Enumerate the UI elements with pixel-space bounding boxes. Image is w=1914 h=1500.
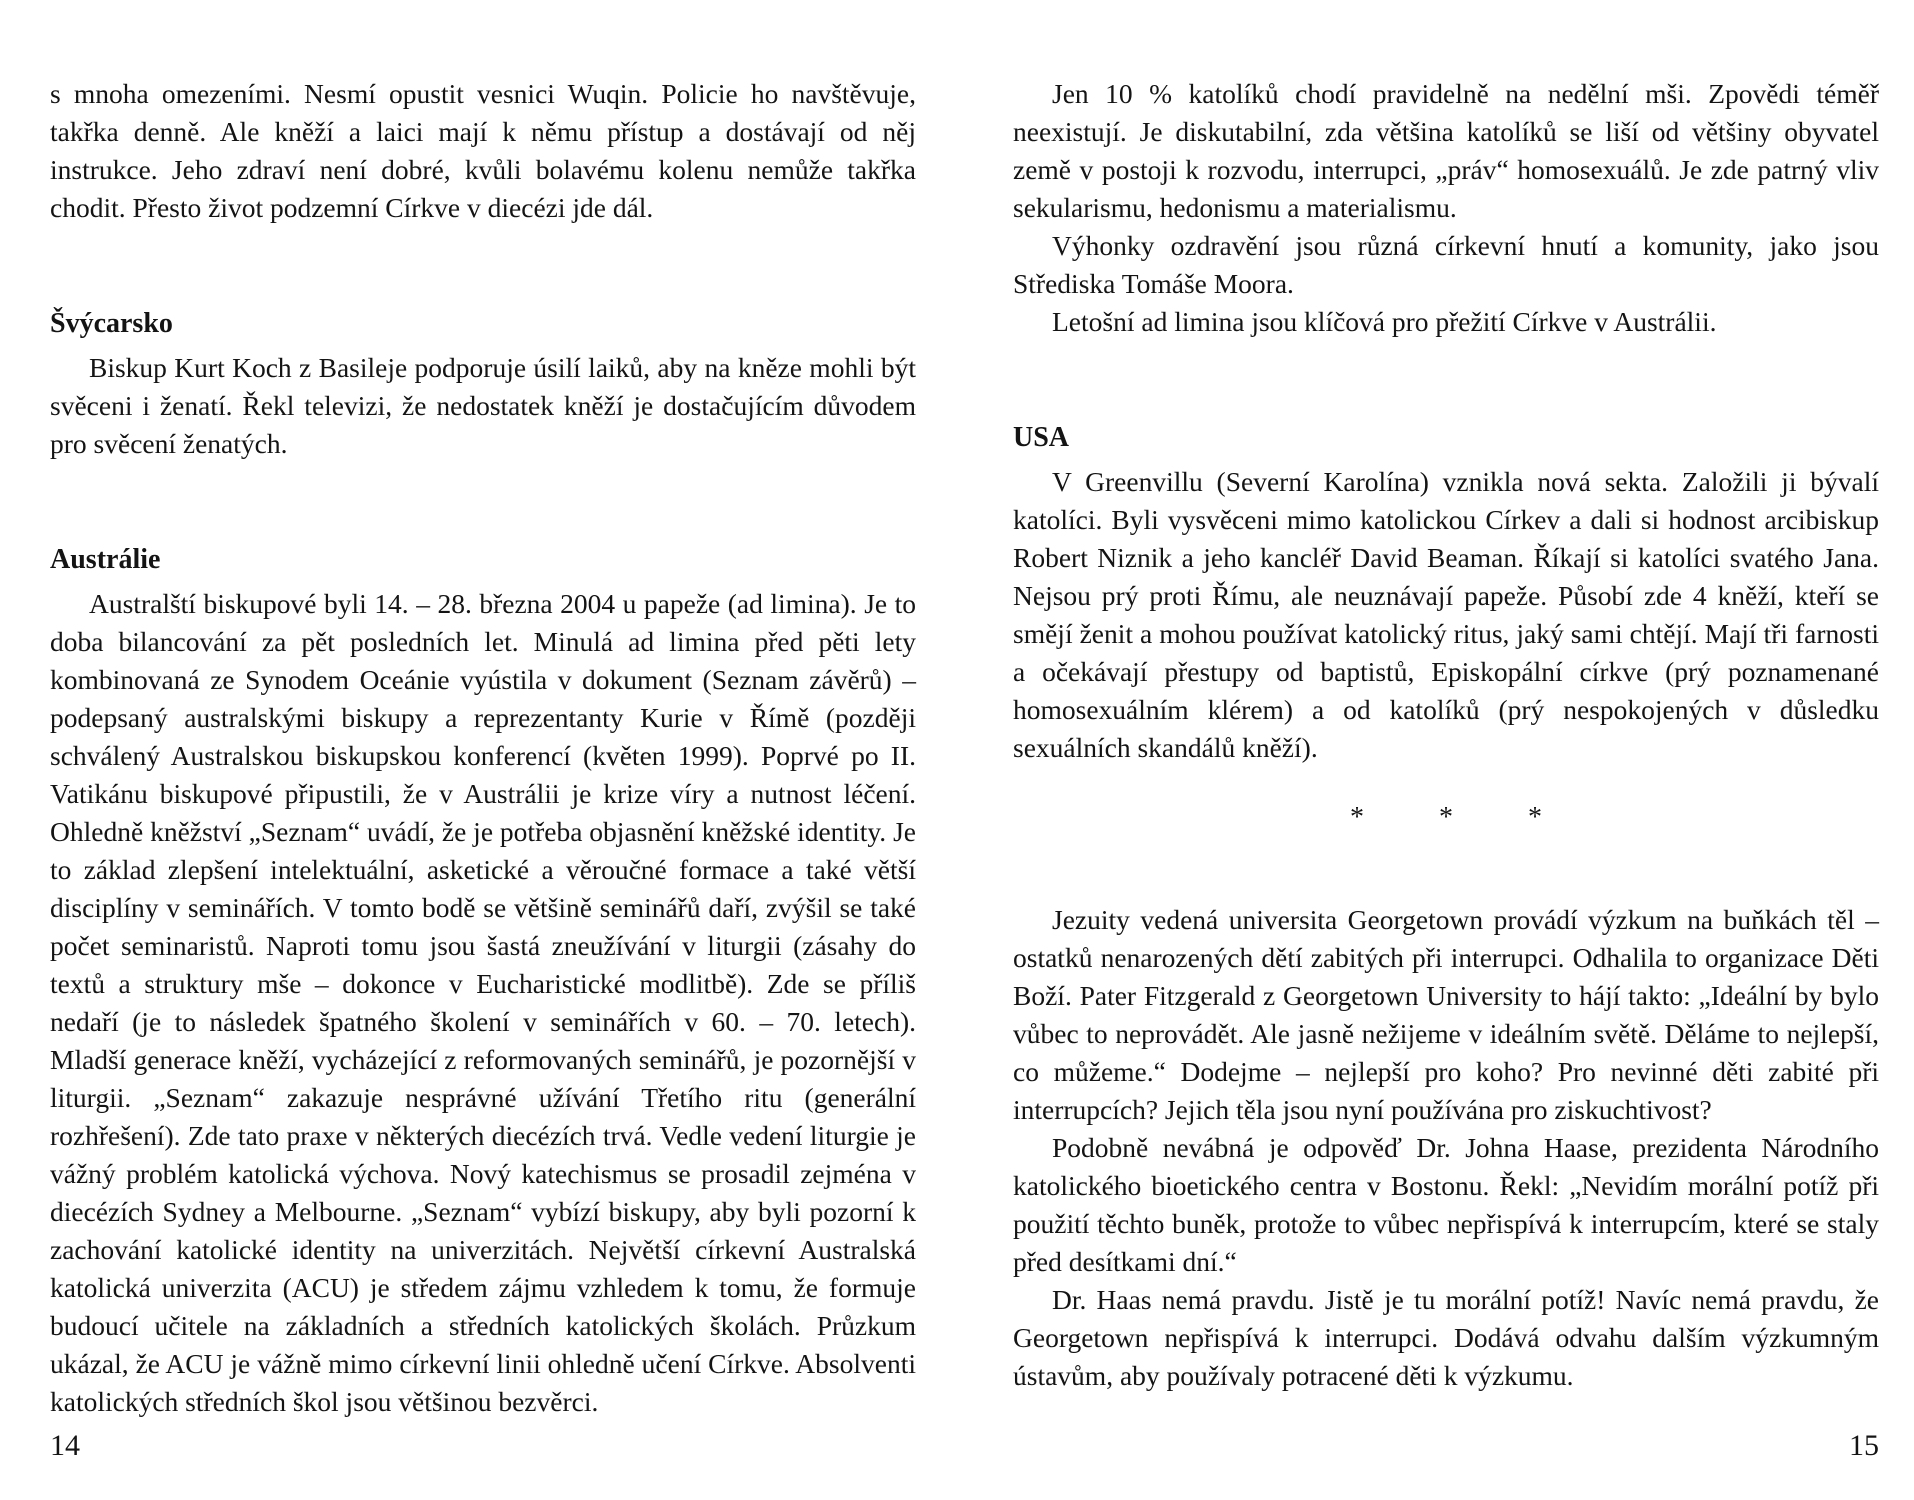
paragraph-australie: Australští biskupové byli 14. – 28. března 2004 u papeže (ad limina). Je to doba bilancování za pět posledních let. Minulá ad limina před pěti lety kombinovaná ze Synodem Oceánie vyústila v dokument (Seznam závěrů) – podepsaný australskými biskupy a reprezentanty Kurie v Římě (později schválený Australskou biskupskou konferencí (květen 1999). Poprvé po II. Vatikánu biskupové připustili, že v Austrálii je krize víry a nutnost léčení. Ohledně kněžství „Seznam“ uvádí, že je potřeba objasnění kněžské identity. Je to základ zlepšení intelektuální, asketické a věroučné formace a také větší disciplíny v seminářích. V tomto bodě se většině seminářů daří, zvýšil se také počet seminaristů. Naproti tomu jsou šastá zneužívání v liturgii (zásahy do textů a struktury mše – dokonce v Eucharistické modlitbě). Zde se příliš nedaří (je to následek špatného školení v seminářích v 60. – 70. letech). Mladší generace kněží, vycházející z reformovaných seminářů, je pozornější v liturgii. „Seznam“ zakazuje nesprávné užívání Třetího ritu (generální rozhřešení). Zde tato praxe v některých diecézích trvá. Vedle vedení liturgie je vážný problém katolická výchova. Nový katechismus se prosadil zejména v diecézích Sydney a Melbourne. „Seznam“ vybízí biskupy, aby byli pozorní k zachování katolické identity na univerzitách. Největší církevní Australská katolická univerzita (ACU) je středem zájmu vzhledem k tomu, že formuje budoucí učitele na základních a středních katolických školách. Průzkum ukázal, že ACU je vážně mimo církevní linii ohledně učení Církve. Absolventi katolických středních škol jsou většinou bezvěrci.	[50, 588, 916, 1417]
paragraph: Výhonky ozdravění jsou různá církevní hnutí a komunity, jako jsou Střediska Tomáše Moora.	[1013, 230, 1879, 299]
section-separator: * * *	[1350, 802, 1576, 833]
paragraph-svycarsko: Biskup Kurt Koch z Basileje podporuje úsilí laiků, aby na kněze mohli být svěceni i ženatí. Řekl televizi, že nedostatek kněží je dostačujícím důvodem pro svěcení ženatých.	[50, 352, 916, 459]
section-heading-usa: USA	[1013, 422, 1070, 453]
section-heading-svycarsko: Švýcarsko	[50, 308, 173, 339]
page-number-left: 14	[50, 1429, 80, 1462]
section-heading-australie: Austrálie	[50, 544, 161, 575]
page-number-right: 15	[1849, 1429, 1879, 1462]
paragraph: Letošní ad limina jsou klíčová pro přežití Církve v Austrálii.	[1052, 306, 1717, 337]
paragraph: Jen 10 % katolíků chodí pravidelně na nedělní mši. Zpovědi téměř neexistují. Je diskutabilní, zda většina katolíků se liší od většiny obyvatel země v postoji k rozvodu, interrupci, „práv“ homosexuálů. Je zde patrný vliv sekularismu, hedonismu a materialismu.	[1013, 78, 1879, 223]
paragraph: Jezuity vedená universita Georgetown provádí výzkum na buňkách těl – ostatků nenarozených dětí zabitých při interrupci. Odhalila to organizace Děti Boží. Pater Fitzgerald z Georgetown University to hájí takto: „Ideální by bylo vůbec to neprovádět. Ale jasně nežijeme v ideálním světě. Děláme to nejlepší, co můžeme.“ Dodejme – nejlepší pro koho? Pro nevinné děti zabité při interrupcích? Jejich těla jsou nyní používána pro ziskuchtivost?	[1013, 904, 1879, 1125]
continued-paragraph: s mnoha omezeními. Nesmí opustit vesnici Wuqin. Policie ho navštěvuje, takřka denně. Ale kněží a laici mají k němu přístup a dostávají od něj instrukce. Jeho zdraví není dobré, kvůli bolavému kolenu nemůže takřka chodit. Přesto život podzemní Církve v diecézi jde dál.	[50, 78, 916, 223]
paragraph-usa: V Greenvillu (Severní Karolína) vznikla nová sekta. Založili ji bývalí katolíci. Byli vysvěceni mimo katolickou Církev a dali si hodnost arcibiskup Robert Niznik a jeho kancléř David Beaman. Říkají si katolíci svatého Jana. Nejsou prý proti Římu, ale neuznávají papeže. Působí zde 4 kněží, kteří se smějí ženit a mohou používat katolický ritus, jaký sami chtějí. Mají tři farnosti a očekávají přestupy od baptistů, Episkopální církve (prý poznamenané homosexuálním klérem) a od katolíků (prý nespokojených v důsledku sexuálních skandálů kněží).	[1013, 466, 1879, 763]
right-page-text	[1013, 75, 1879, 1395]
left-page-text	[50, 75, 916, 1421]
paragraph: Dr. Haas nemá pravdu. Jistě je tu morální potíž! Navíc nemá pravdu, že Georgetown nepřispívá k interrupci. Dodává odvahu dalším výzkumným ústavům, aby používaly potracené děti k výzkumu.	[1013, 1284, 1879, 1391]
paragraph: Podobně nevábná je odpověď Dr. Johna Haase, prezidenta Národního katolického bioetického centra v Bostonu. Řekl: „Nevidím morální potíž při použití těchto buněk, protože to vůbec nepřispívá k interrupcím, které se staly před desítkami dní.“	[1013, 1132, 1879, 1277]
